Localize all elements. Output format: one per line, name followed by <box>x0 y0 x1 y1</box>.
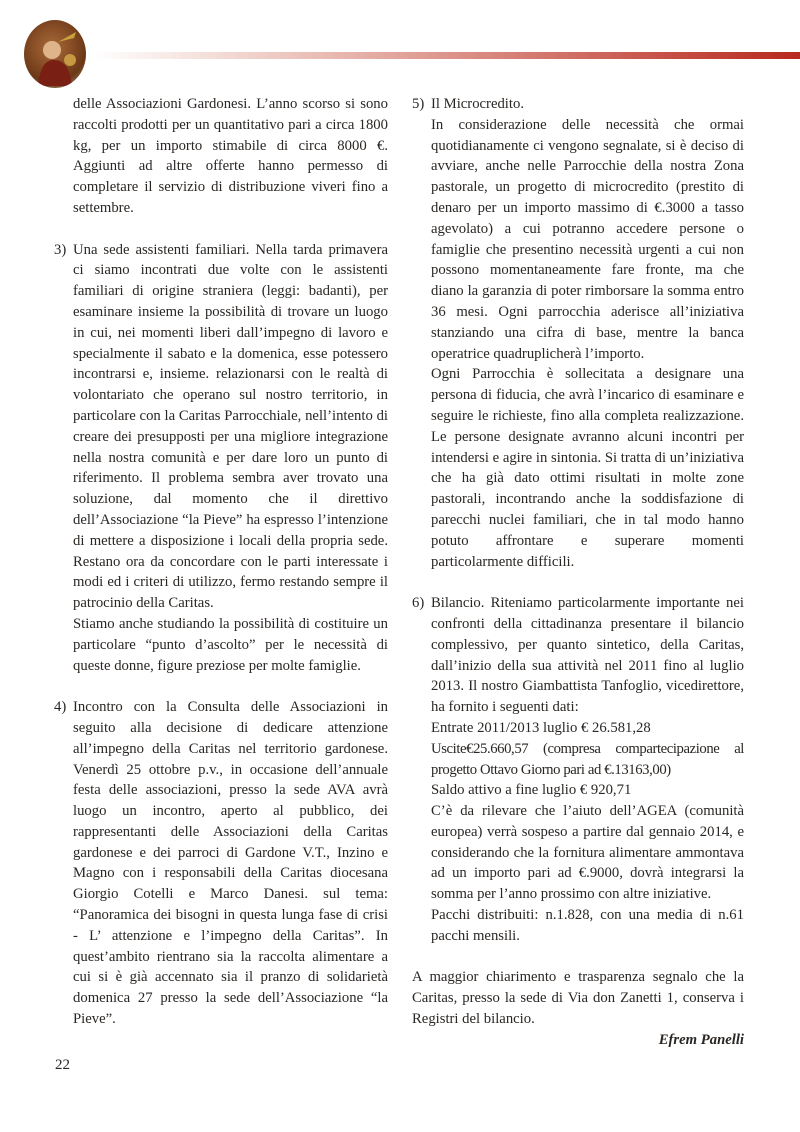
list-item-3 <box>54 240 388 677</box>
item4-paragraph-1: Incontro con la Consulta delle Associazioni in seguito alla decisione di dedicare attenzione all’impegno della Caritas nel territorio gardonese. Venerdì 25 ottobre p.v., in occasione dell’annuale festa delle associazioni, presso la sede AVA avrà luogo un incontro, aperto al pubblico, dei rappresentanti delle Associazioni della Caritas gardonese e dei parroci di Gardone V.T., Inzino e Magno con i responsabili della Caritas diocesana Giorgio Cotelli e Marco Danesi. sul tema: “Panoramica dei bisogni in questa lunga fase di crisi - L’ attenzione e l’impegno della Caritas”. In quest’ambito rientrano sia la raccolta alimentare a cui si è già accennato sia il pranzo di solidarietà domenica 27 presso la sede dell’Associazione “la Pieve”. <box>73 699 388 1028</box>
entrate-line: Entrate 2011/2013 luglio € 26.581,28 <box>431 719 651 736</box>
item5-title: Il Microcredito. <box>431 96 524 112</box>
item6-paragraph-3: Pacchi distribuiti: n.1.828, con una media di n.61 pacchi mensili. <box>431 907 744 944</box>
parish-emblem-icon <box>24 20 86 88</box>
item2-continuation: delle Associazioni Gardonesi. L’anno scorso si sono raccolti prodotti per un quantitativo pari a circa 1800 kg, per un importo stimabile di circa 8000 €. Aggiunti ad altre offerte hanno permesso di completare il servizio di distribuzione viveri fino a settembre. <box>73 96 388 216</box>
list-item-5 <box>412 94 744 572</box>
item-number: 5) <box>412 96 425 112</box>
list-item-4 <box>54 697 388 1030</box>
item5-paragraph-1: In considerazione delle necessità che ormai quotidianamente ci vengono segnalate, si è deciso di avviare, anche nelle Parrocchie della nostra Zona pastorale, un progetto di microcredito (prestito di denaro per un importo massimo di €.3000 a tasso agevolato) a cui potranno accedere persone o famiglie che presentino necessità urgenti a cui non possono momentaneamente fare fronte, ma che diano la garanzia di poter rimborsare la somma entro 36 mesi. Ogni parrocchia aderisce all’iniziativa stanziando una cifra di base, mentre la banca operatrice quadruplicherà l’importo. <box>431 116 744 362</box>
signature: Efrem Panelli <box>658 1031 744 1048</box>
item6-paragraph-2: C’è da rilevare che l’aiuto dell’AGEA (comunità europea) verrà sospeso a partire dal gennaio 2014, e considerando che la fornitura alimentare ammontava ad un importo pari ad €.9000, dovrà integrarsi la somma per l’anno prossimo con altre iniziative. <box>431 803 744 903</box>
item3-paragraph-2: Stiamo anche studiando la possibilità di costituire un particolare “punto d’ascolto” per le necessità di queste donne, figure preziose per molte famiglie. <box>73 615 388 674</box>
right-column <box>412 94 744 1051</box>
list-item-6 <box>412 593 744 947</box>
item-number: 6) <box>412 595 425 612</box>
item3-paragraph-1: Una sede assistenti familiari. Nella tarda primavera ci siamo incontrati due volte con le assistenti familiari di origine straniera (leggi: badanti), per esaminare insieme la possibilità di trovare un luogo in cui, nei momenti liberi dall’impegno di lavoro e specialmente il sabato e la domenica, esse potessero incontrarsi e, insieme. relazionarsi con le realtà di volontariato che operano sul nostro territorio, in particolare con la Caritas Parrocchiale, nell’intento di creare dei presupposti per una migliore integrazione nella nostra comunità e per dare loro un punto di riferimento. Il problema sembra aver trovato una soluzione, dal momento che il direttivo dell’Associazione “la Pieve” ha espresso l’intenzione di mettere a disposizione i locali della propria sede. Restano ora da concordare con le parti interessate i modi ed i criteri di utilizzo, fermo restando sempre il patrocinio della Caritas. <box>73 241 388 612</box>
header-rule <box>92 52 800 59</box>
item5-paragraph-2: Ogni Parrocchia è sollecitata a designare una persona di fiducia, che avrà l’incarico di esaminare e seguire le richieste, fino alla completa realizzazione. Le persone designate avranno alcuni incontri per intendersi e agire in sintonia. Si tratta di un’iniziativa che ha già dato ottimi risultati in molte zone pastorali, incontrando anche la soddisfazione di parecchi nuclei familiari, che in tal modo hanno potuto affrontare e superare momenti particolarmente difficili. <box>431 366 744 570</box>
closing-paragraph: A maggior chiarimento e trasparenza segnalo che la Caritas, presso la sede di Via don Zanetti 1, conserva i Registri del bilancio. <box>412 969 744 1028</box>
item-number: 3) <box>54 241 67 258</box>
item6-paragraph-1: Bilancio. Riteniamo particolarmente importante nei confronti della cittadinanza presentare il bilancio complessivo, per quanto sintetico, della Caritas, dall’inizio della sua attività nel 2011 fino al luglio 2013. Il nostro Giambattista Tanfoglio, vicedirettore, ha fornito i seguenti dati: <box>431 595 744 716</box>
left-column <box>54 94 388 1051</box>
saldo-line: Saldo attivo a fine luglio € 920,71 <box>431 782 632 799</box>
uscite-line: Uscite€25.660,57 (compresa compartecipazione al progetto Ottavo Giorno pari ad €.13163,00) <box>431 740 744 778</box>
item-number: 4) <box>54 699 67 716</box>
page-number: 22 <box>55 1057 70 1073</box>
